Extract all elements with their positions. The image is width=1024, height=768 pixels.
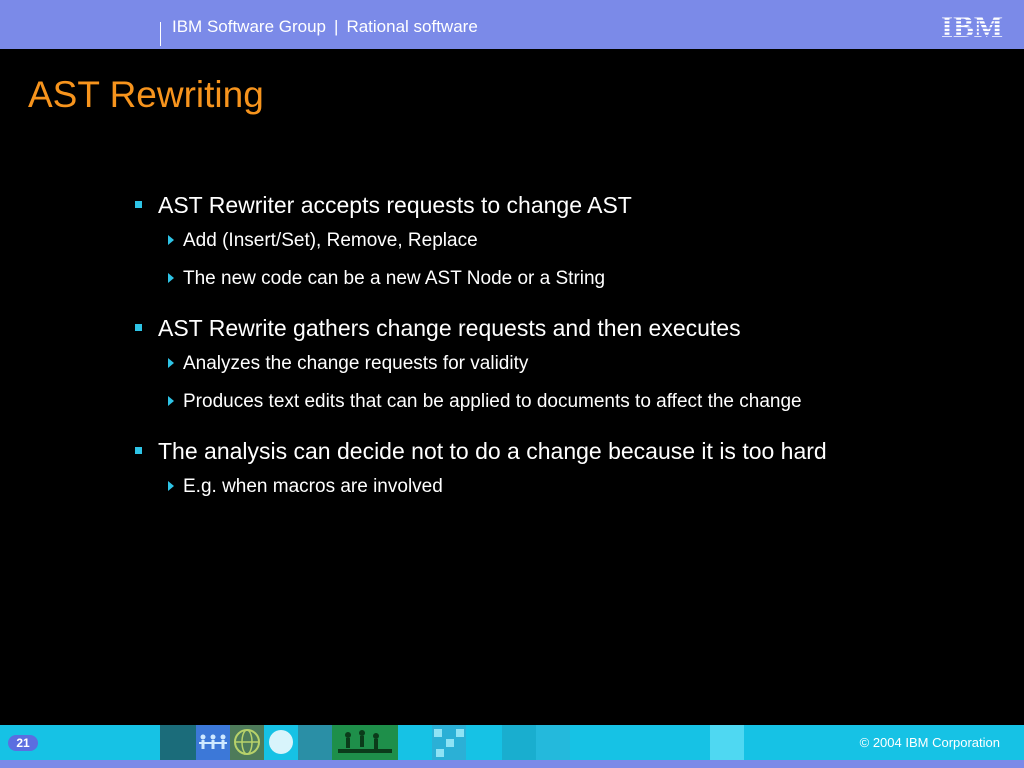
bullet-text: The analysis can decide not to do a change because it is too hard xyxy=(158,438,827,464)
square-bullet-icon xyxy=(135,324,142,331)
sub-bullet-item xyxy=(183,230,478,252)
footer-globe-icon xyxy=(230,725,264,760)
triangle-bullet-icon xyxy=(168,273,174,283)
copyright-text: © 2004 IBM Corporation xyxy=(859,735,1000,750)
footer-pattern-icon xyxy=(432,725,466,760)
triangle-bullet-icon xyxy=(168,481,174,491)
footer-people-icon xyxy=(196,725,230,760)
footer-climbers-icon xyxy=(332,725,398,760)
footer-bar xyxy=(0,725,1024,760)
header-text xyxy=(172,17,478,37)
sub-bullet-text: Add (Insert/Set), Remove, Replace xyxy=(183,230,478,251)
sub-bullet-text: Produces text edits that can be applied to documents to affect the change xyxy=(183,391,802,412)
sub-bullet-item xyxy=(183,476,443,498)
footer-image-tile xyxy=(502,725,536,760)
triangle-bullet-icon xyxy=(168,358,174,368)
footer-image-tile xyxy=(160,725,196,760)
slide-title: AST Rewriting xyxy=(28,74,264,115)
footer-circle-icon xyxy=(264,725,298,760)
bullet-item xyxy=(158,438,827,465)
page-number: 21 xyxy=(8,735,38,751)
triangle-bullet-icon xyxy=(168,235,174,245)
square-bullet-icon xyxy=(135,201,142,208)
sub-bullet-item xyxy=(183,268,605,290)
bullet-text: AST Rewrite gathers change requests and then executes xyxy=(158,315,741,341)
sub-bullet-item xyxy=(183,391,802,413)
group-name: IBM Software Group xyxy=(172,17,327,36)
bullet-item xyxy=(158,192,632,219)
sub-bullet-item xyxy=(183,353,528,375)
bullet-item xyxy=(158,315,741,342)
footer-bottom-line xyxy=(0,760,1024,768)
sub-bullet-text: The new code can be a new AST Node or a String xyxy=(183,268,606,289)
footer-image-tile xyxy=(536,725,570,760)
sub-bullet-text: Analyzes the change requests for validity xyxy=(183,353,529,374)
footer-image-tile xyxy=(710,725,744,760)
svg-text:IBM: IBM xyxy=(941,10,1003,40)
square-bullet-icon xyxy=(135,447,142,454)
sub-bullet-text: E.g. when macros are involved xyxy=(183,476,443,497)
header-bar xyxy=(0,0,1024,49)
division-name: Rational software xyxy=(346,17,478,36)
header-divider xyxy=(160,22,161,46)
header-separator: | xyxy=(334,17,339,36)
ibm-logo xyxy=(936,10,1008,40)
triangle-bullet-icon xyxy=(168,396,174,406)
bullet-text: AST Rewriter accepts requests to change AST xyxy=(158,192,632,218)
footer-image-tile xyxy=(298,725,332,760)
